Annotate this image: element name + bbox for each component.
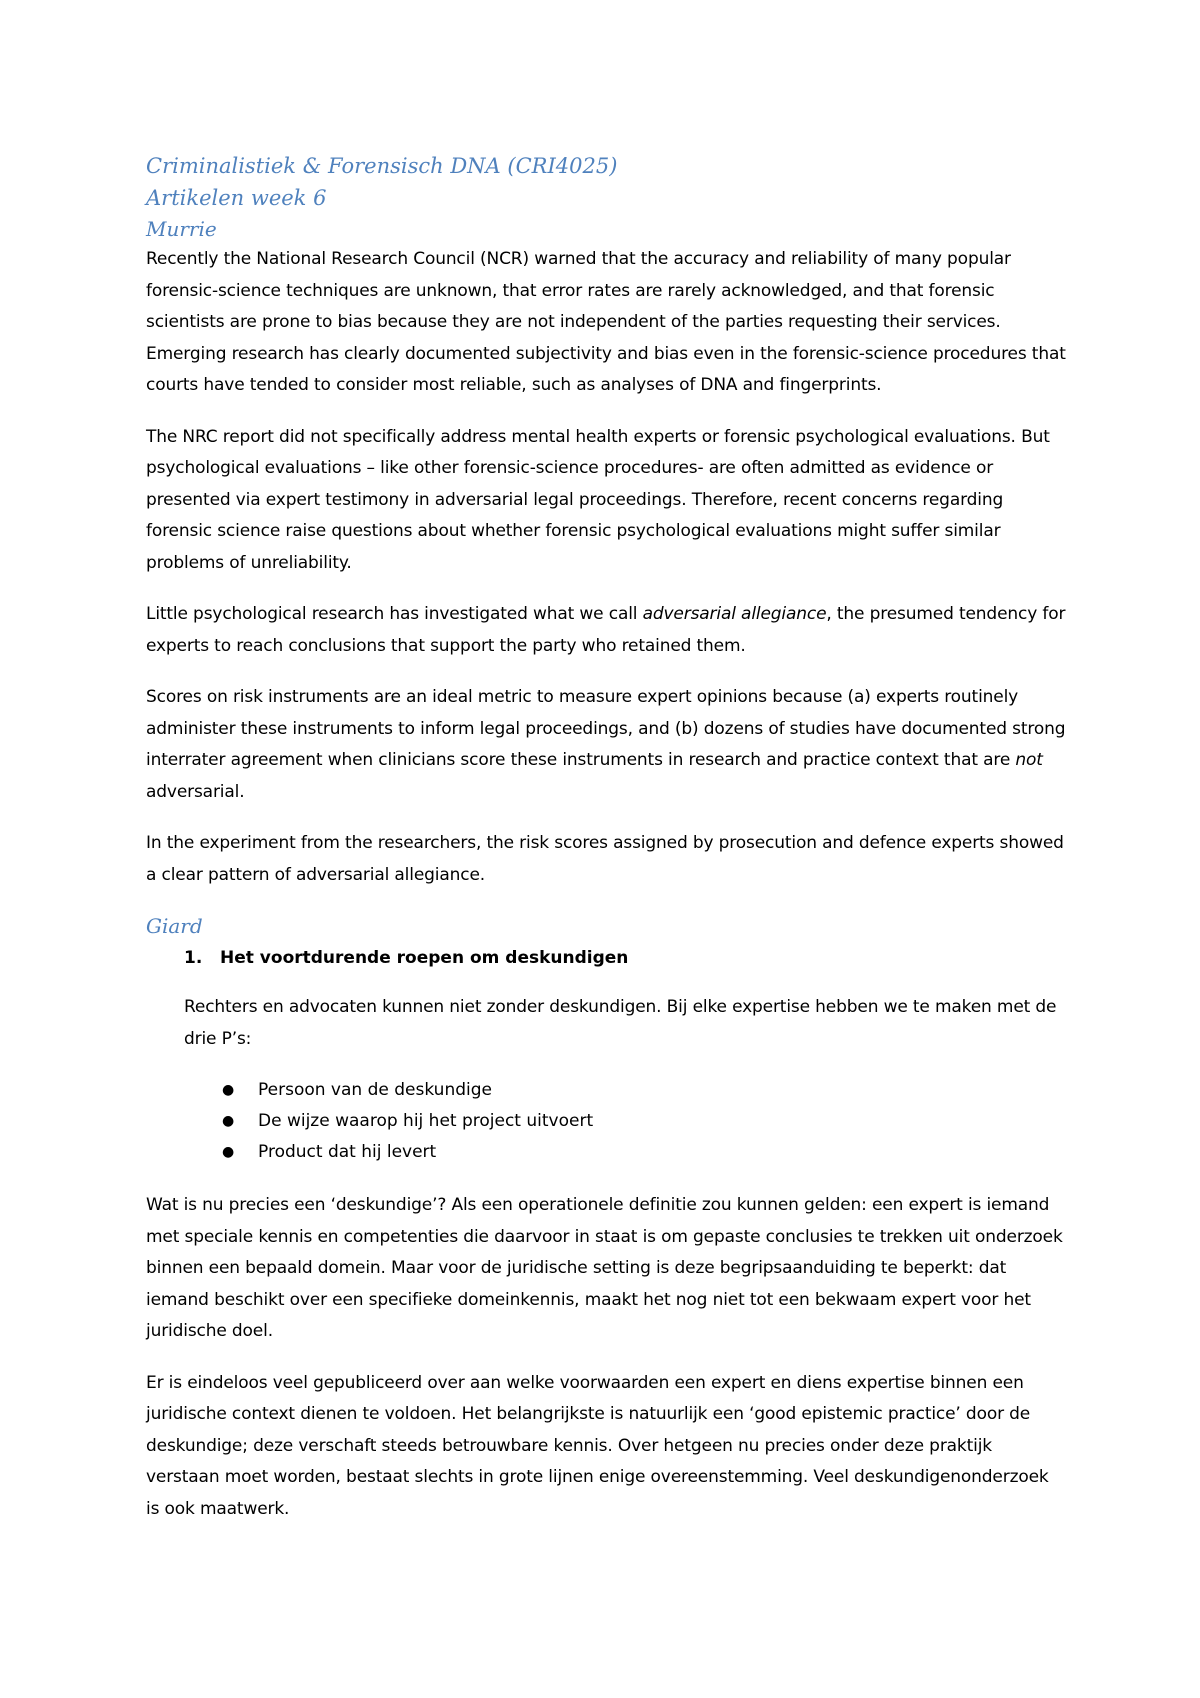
murrie-paragraph-3 xyxy=(146,599,1066,662)
list-item-text: Product dat hij levert xyxy=(258,1142,437,1162)
subheading-title: Het voortdurende roepen om deskundigen xyxy=(220,948,629,968)
list-item-text: De wijze waarop hij het project uitvoert xyxy=(258,1111,594,1131)
giard-indented-block xyxy=(184,992,1066,1168)
murrie-p4-italic: not xyxy=(1015,750,1043,770)
murrie-paragraph-1: Recently the National Research Council (NCR) warned that the accuracy and reliability of many popular forensic-science techniques are unknown, that error rates are rarely acknowledged, and that forensic scientists are prone to bias because they are not independent of the parties requesting their services. Emerging research has clearly documented subjectivity and bias even in the forensic-science procedures that courts have tended to consider most reliable, such as analyses of DNA and fingerprints. xyxy=(146,249,1066,395)
murrie-paragraph-5: In the experiment from the researchers, the risk scores assigned by prosecution and defence experts showed a clear pattern of adversarial allegiance. xyxy=(146,833,1064,885)
bullet-list xyxy=(222,1075,1066,1168)
murrie-paragraph-2: The NRC report did not specifically address mental health experts or forensic psychological evaluations. But psychological evaluations – like other forensic-science procedures- are often admitted as evidence or presented via expert testimony in adversarial legal proceedings. Therefore, recent concerns regarding forensic science raise questions about whether forensic psychological evaluations might suffer similar problems of unreliability. xyxy=(146,426,1050,573)
giard-intro-paragraph: Rechters en advocaten kunnen niet zonder deskundigen. Bij elke expertise hebben we te maken met de drie P’s: xyxy=(184,997,1057,1049)
murrie-p3-text-a: Little psychological research has investigated what we call xyxy=(146,604,643,624)
subheading-number: 1. xyxy=(184,948,203,968)
list-item xyxy=(222,1137,1066,1168)
list-item xyxy=(222,1075,1066,1106)
document-title: Criminalistiek & Forensisch DNA (CRI4025) xyxy=(146,154,618,178)
section-heading-murrie: Murrie xyxy=(146,217,217,241)
bullet-icon: ● xyxy=(222,1113,235,1129)
murrie-p3-text-b: , the presumed tendency for experts to reach conclusions that support the party who retained them. xyxy=(146,604,1066,656)
giard-paragraph-1: Wat is nu precies een ‘deskundige’? Als een operationele definitie zou kunnen gelden: een expert is iemand met speciale kennis en competenties die daarvoor in staat is om gepaste conclusies te trekken uit onderzoek binnen een bepaald domein. Maar voor de juridische setting is deze begripsaanduiding te beperkt: dat iemand beschikt over een specifieke domeinkennis, maakt het nog niet tot een bekwaam expert voor het juridische doel. xyxy=(146,1195,1063,1341)
bullet-icon: ● xyxy=(222,1144,235,1160)
document-subtitle: Artikelen week 6 xyxy=(146,186,327,210)
list-item-text: Persoon van de deskundige xyxy=(258,1080,492,1100)
murrie-p3-italic: adversarial allegiance xyxy=(642,604,827,624)
bullet-icon: ● xyxy=(222,1082,235,1098)
list-item xyxy=(222,1106,1066,1137)
numbered-subheading xyxy=(184,943,1066,974)
murrie-p4-text-a: Scores on risk instruments are an ideal metric to measure expert opinions because (a) experts routinely administer these instruments to inform legal proceedings, and (b) dozens of studies have documented strong interrater agreement when clinicians score these instruments in research and practice context that are xyxy=(146,687,1066,770)
document-page xyxy=(146,150,1066,1545)
giard-paragraph-2: Er is eindeloos veel gepubliceerd over aan welke voorwaarden een expert en diens expertise binnen een juridische context dienen te voldoen. Het belangrijkste is natuurlijk een ‘good epistemic practice’ door de deskundige; deze verschaft steeds betrouwbare kennis. Over hetgeen nu precies onder deze praktijk verstaan moet worden, bestaat slechts in grote lijnen enige overeenstemming. Veel deskundigenonderzoek is ook maatwerk. xyxy=(146,1372,1049,1519)
section-heading-giard: Giard xyxy=(146,914,203,938)
murrie-p4-text-b: adversarial. xyxy=(146,781,245,802)
murrie-paragraph-4 xyxy=(146,682,1066,808)
